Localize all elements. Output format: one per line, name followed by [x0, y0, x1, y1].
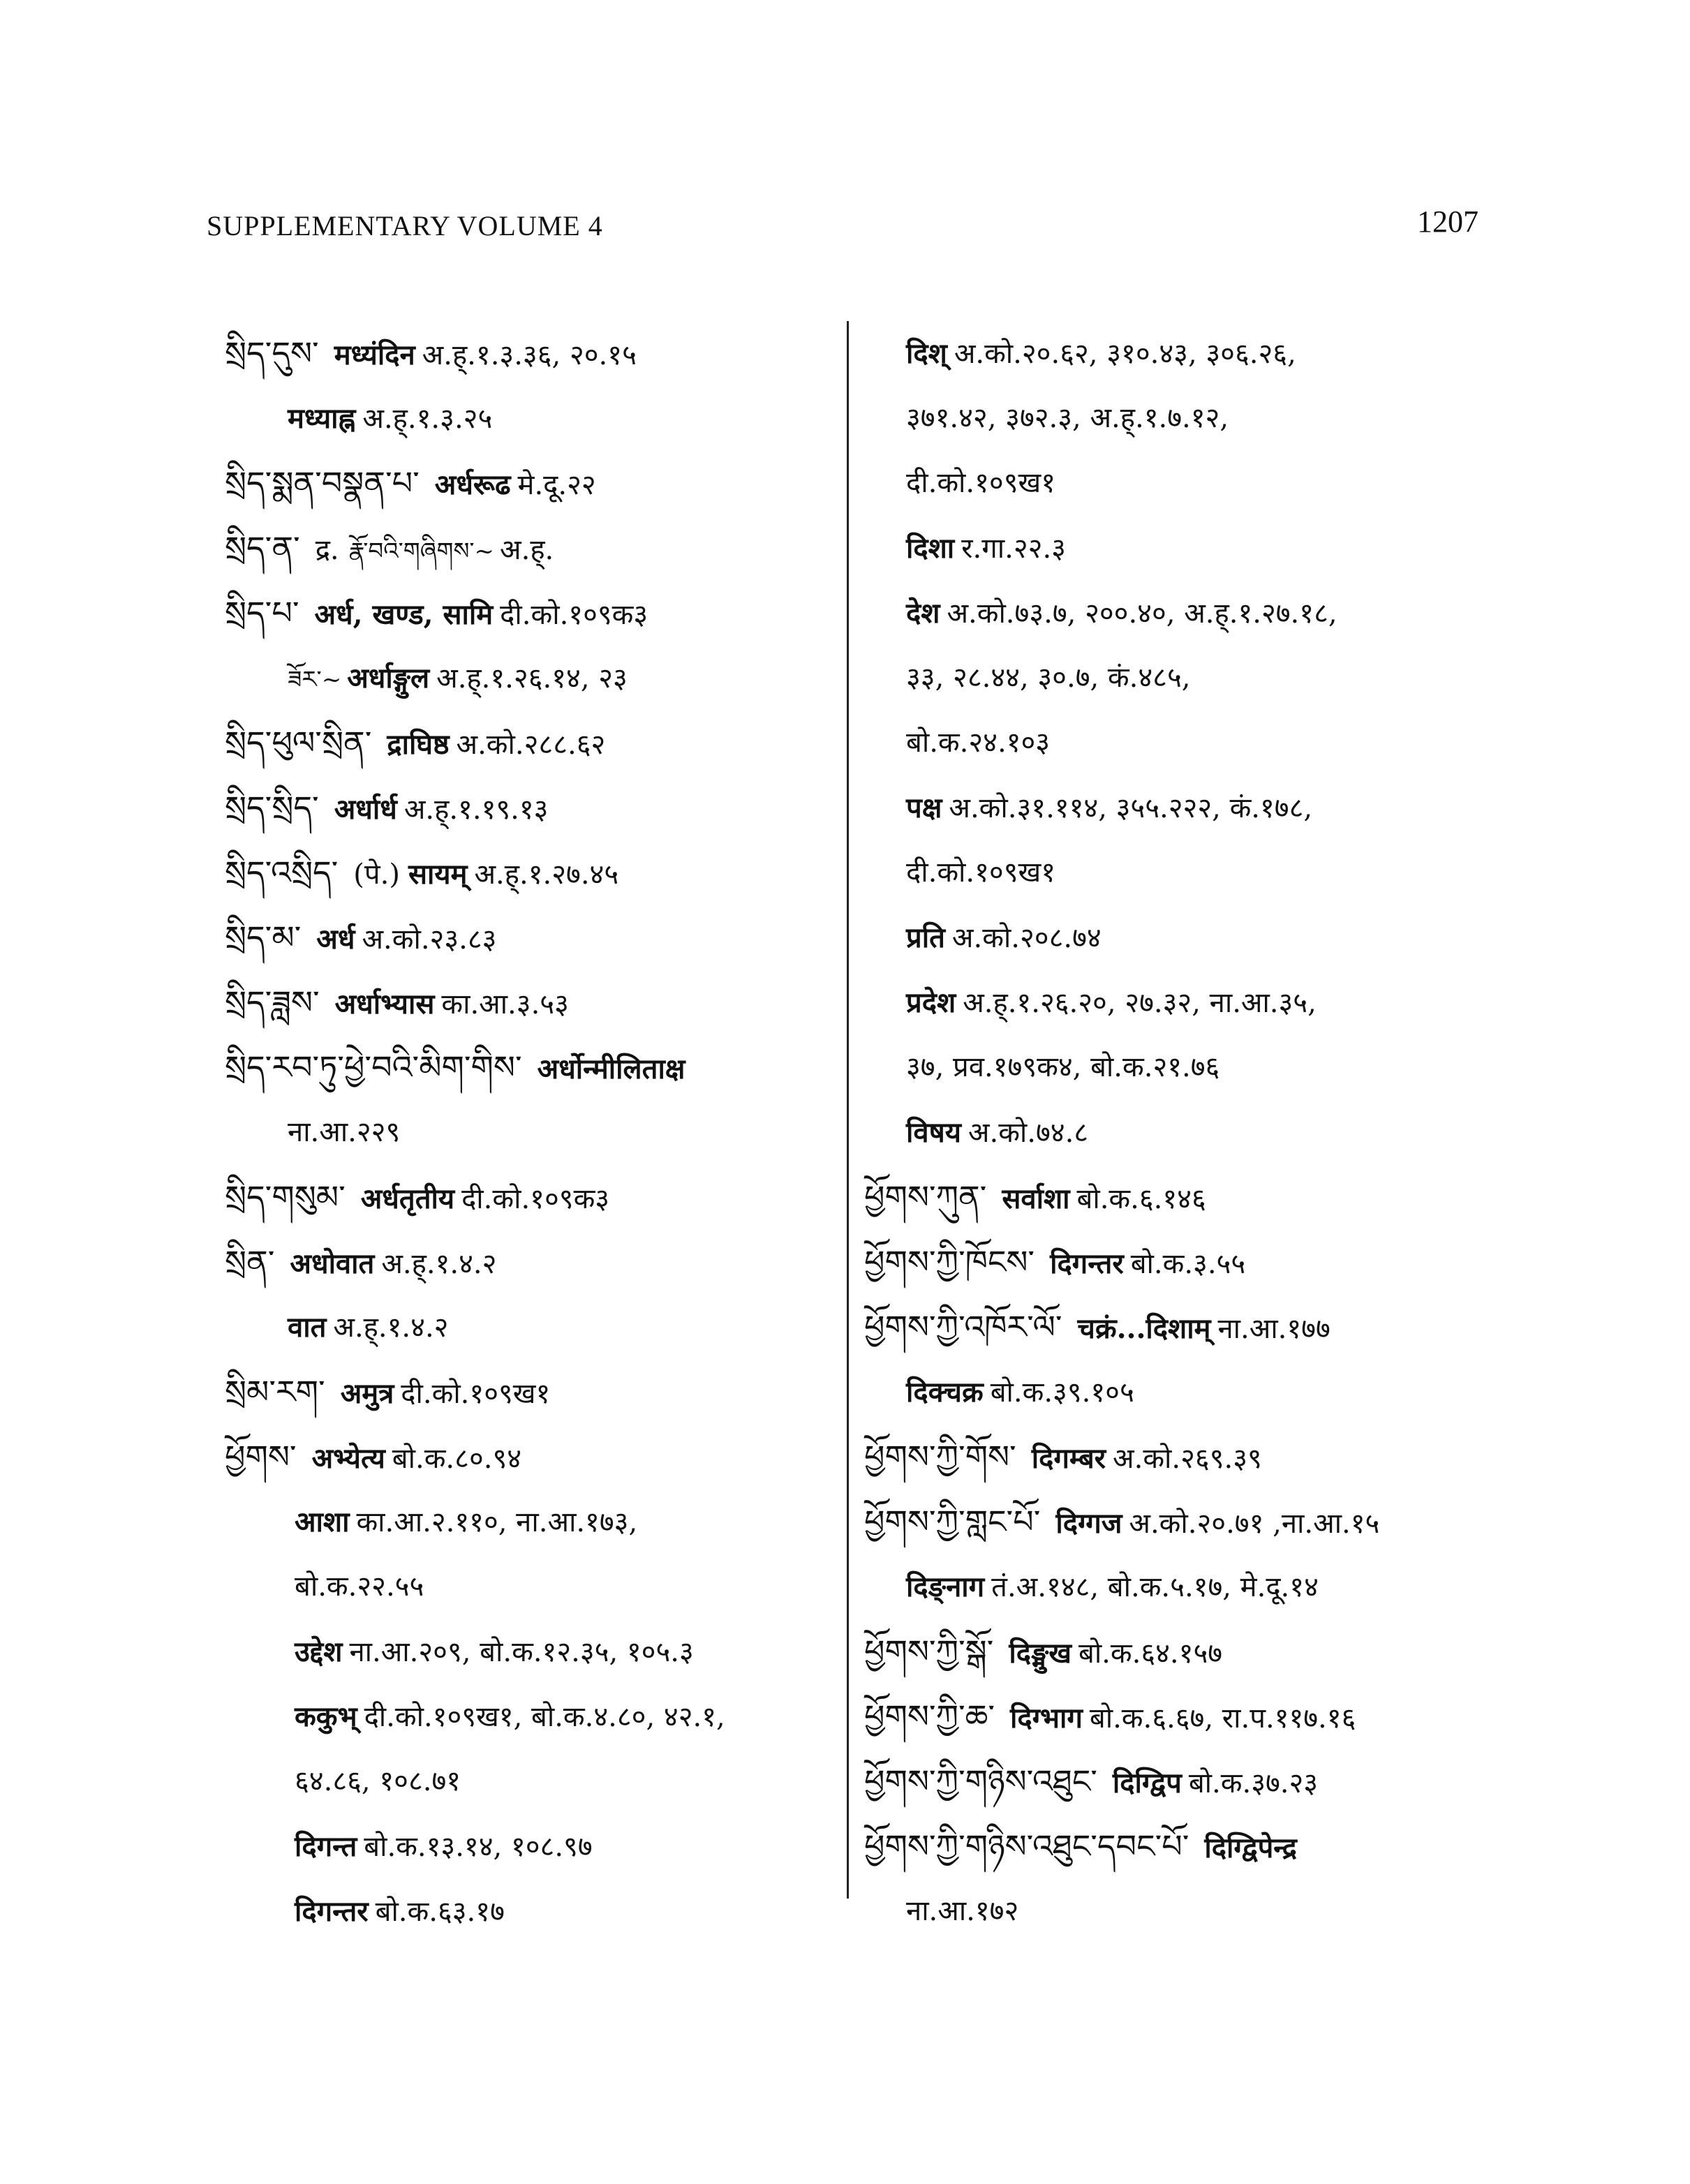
- entry-line: [225, 1295, 832, 1360]
- reference: बो.क.३.५५: [1130, 1248, 1246, 1280]
- tibetan-crossref: རྣོ་བའི་གཞིགས་~: [348, 537, 495, 565]
- entry-line: [864, 1749, 1562, 1814]
- sanskrit-term: दिश्: [906, 337, 947, 370]
- reference: बो.क.६४.१५७: [1078, 1637, 1223, 1670]
- entry-line: [225, 1230, 832, 1295]
- entry-line: [864, 1295, 1562, 1360]
- entry-line: [864, 386, 1562, 451]
- sanskrit-term: वात: [288, 1311, 327, 1344]
- sanskrit-term: अर्ध: [316, 923, 355, 956]
- tibetan-headword: སྲིད་འསྲིད་: [225, 854, 339, 891]
- reference: अ.को.२६९.३९: [1113, 1443, 1262, 1475]
- reference: ना.आ.१७२: [906, 1895, 1019, 1927]
- sanskrit-term: आशा: [295, 1506, 350, 1538]
- entry-line: [225, 646, 832, 711]
- sanskrit-term: अर्धोन्मीलिताक्ष: [537, 1053, 685, 1085]
- sanskrit-term: दिगम्बर: [1031, 1442, 1106, 1475]
- sanskrit-term: सायम्: [408, 858, 468, 891]
- entry-line: [225, 451, 832, 516]
- reference: का.आ.३.५३: [441, 988, 569, 1020]
- reference: बो.क.६.१४६: [1076, 1183, 1206, 1215]
- entry-line: [864, 775, 1562, 840]
- reference: बो.क.३७.२३: [1188, 1767, 1319, 1799]
- entry-line: [225, 516, 832, 581]
- tibetan-headword: ཕྱོགས་ཀྱི་ཆ་: [864, 1698, 995, 1735]
- entry-line: [225, 386, 832, 451]
- sanskrit-term: ककुभ्: [295, 1700, 357, 1733]
- tibetan-headword: སྲིད་གསུམ་: [225, 1178, 346, 1216]
- reference: दी.को.१०९ख१: [401, 1378, 551, 1410]
- reference: अ.ह्.१.१९.१३: [403, 794, 549, 826]
- left-column: [225, 321, 832, 1944]
- sanskrit-term: अर्ध, खण्ड, सामि: [314, 598, 494, 631]
- reference: दी.को.१०९ख१, बो.क.४.८०, ४२.१,: [364, 1701, 725, 1733]
- tibetan-headword: ཕྱོགས་ཀྱི་གོས་: [864, 1438, 1016, 1476]
- reference: अ.को.२३.८३: [362, 923, 497, 956]
- reference: ६४.८६, १०८.७१: [295, 1765, 461, 1797]
- sanskrit-term: प्रदेश: [906, 986, 956, 1019]
- entry-line: [225, 1684, 832, 1749]
- reference: अ.को.२८८.६२: [456, 729, 606, 761]
- reference: बो.क.६३.१७: [375, 1896, 505, 1928]
- entry-line: [864, 970, 1562, 1035]
- entry-line: [225, 1554, 832, 1619]
- sanskrit-term: दिगन्तर: [295, 1895, 369, 1928]
- right-column: [864, 321, 1562, 1944]
- reference: र.गा.२२.३: [961, 533, 1066, 565]
- sanskrit-term: मध्याह्न: [288, 402, 356, 435]
- sanskrit-term: अधोवात: [290, 1247, 375, 1280]
- entry-line: [864, 1360, 1562, 1425]
- entry-line: [225, 905, 832, 970]
- entry-line: [225, 1360, 832, 1425]
- sanskrit-term: दिङ्मुख: [1009, 1637, 1072, 1670]
- tibetan-headword: ཕྱོགས་ཀྱི་གཉིས་འཐུང་: [864, 1762, 1097, 1800]
- reference: अ.को.७३.७, २००.४०, अ.ह्.१.२७.१८,: [947, 597, 1337, 630]
- sanskrit-term: प्रति: [906, 921, 945, 954]
- tibetan-headword: ཕྱོགས་ཀྱི་འཁོར་ལོ་: [864, 1308, 1062, 1346]
- entry-line: [864, 451, 1562, 516]
- tibetan-headword: ཕྱོགས་ཀྱི་སྒོ་: [864, 1633, 994, 1670]
- reference: ३७, प्रव.१७९क४, बो.क.२१.७६: [906, 1051, 1220, 1083]
- entry-line: [864, 321, 1562, 386]
- entry-line: [225, 1619, 832, 1684]
- reference: अ.ह्.१.३.३६, २०.१५: [422, 339, 637, 371]
- reference: दी.को.१०९ख१: [906, 467, 1056, 499]
- reference: अ.को.७४.८: [968, 1117, 1089, 1149]
- sanskrit-term: अर्धतृतीय: [360, 1182, 455, 1215]
- tibetan-headword: སྲིད་དུས་: [225, 334, 319, 372]
- entry-line: [225, 711, 832, 775]
- entry-line: [864, 1165, 1562, 1230]
- tibetan-headword: ཕྱོགས་: [225, 1438, 297, 1476]
- sanskrit-term: दिग्द्विपेन्द्र: [1204, 1832, 1297, 1864]
- entry-line: [225, 1425, 832, 1490]
- entry-line: [864, 1684, 1562, 1749]
- reference: ना.आ.२२९: [288, 1116, 401, 1148]
- tibetan-headword: ཕྱོགས་ཀྱི་གླང་པོ་: [864, 1503, 1041, 1540]
- reference: अ.को.२०.६२, ३१०.४३, ३०६.२६,: [954, 338, 1296, 370]
- sanskrit-term: विषय: [906, 1116, 961, 1149]
- entry-line: [864, 581, 1562, 646]
- tibetan-headword: སྲིད་སྨན་བསྣན་པ་: [225, 464, 420, 502]
- reference: बो.क.३९.१०५: [990, 1376, 1134, 1409]
- entry-line: [225, 840, 832, 905]
- entry-line: [864, 1230, 1562, 1295]
- reference: ना.आ.२०९, बो.क.१२.३५, १०५.३: [349, 1636, 694, 1668]
- tibetan-headword: སྲིད་པ་: [225, 594, 299, 632]
- sanskrit-term: दिक्चक्र: [906, 1376, 984, 1409]
- entry-line: [225, 1165, 832, 1230]
- tibetan-headword: སྲིད་ན་: [225, 529, 300, 567]
- reference: अ.को.२०.७१ ,ना.आ.१५: [1129, 1508, 1380, 1540]
- reference: अ.को.२०८.७४: [951, 922, 1102, 954]
- entry-line: [225, 1490, 832, 1554]
- entry-line: [225, 1749, 832, 1814]
- sanskrit-term: दिगन्तर: [1050, 1247, 1124, 1280]
- tibetan-headword: ཕྱོགས་ཀུན་: [864, 1178, 987, 1216]
- entry-line: [225, 1035, 832, 1100]
- entry-line: [225, 970, 832, 1035]
- reference: अ.ह्.: [500, 534, 554, 566]
- sanskrit-term: अभ्येत्य: [311, 1442, 385, 1475]
- tibetan-headword: ཕྱོགས་ཀྱི་གཉིས་འཐུང་དབང་པོ་: [864, 1827, 1189, 1865]
- entry-line: [864, 1619, 1562, 1684]
- sanskrit-term: द्राघिष्ठ: [387, 728, 450, 761]
- sanskrit-term: दिग्गज: [1055, 1507, 1122, 1540]
- sanskrit-term: देश: [906, 597, 940, 630]
- entry-line: [225, 1814, 832, 1879]
- sanskrit-term: अर्धाभ्यास: [334, 988, 435, 1020]
- reference: दी.को.१०९क३: [461, 1183, 610, 1215]
- entry-line: [864, 840, 1562, 905]
- sanskrit-term: दिशा: [906, 532, 955, 565]
- reference: अ.ह्.१.२६.१४, २३: [436, 662, 628, 694]
- reference: (पे.): [353, 859, 400, 891]
- tibetan-headword: ཕྱོགས་ཀྱི་ཁོངས་: [864, 1243, 1035, 1281]
- sanskrit-term: उद्देश: [295, 1635, 343, 1668]
- entry-line: [864, 1554, 1562, 1619]
- sanskrit-term: अर्धरूढ: [434, 468, 511, 501]
- column-divider: [847, 321, 849, 1899]
- tibetan-headword: སྲིད་ཟླས་: [225, 983, 320, 1021]
- sanskrit-term: पक्ष: [906, 792, 942, 824]
- reference: बो.क.६.६७, रा.प.११७.१६: [1089, 1702, 1356, 1734]
- sanskrit-term: अमुत्र: [340, 1377, 394, 1410]
- entry-line: [864, 516, 1562, 581]
- entry-line: [225, 1879, 832, 1944]
- tibetan-headword: སྲིད་མ་: [225, 919, 302, 956]
- sanskrit-term: दिगन्त: [295, 1830, 357, 1863]
- reference: अ.ह्.१.४.२: [381, 1248, 497, 1280]
- reference: अ.ह्.१.४.२: [333, 1312, 449, 1344]
- reference: बो.क.२४.१०३: [906, 727, 1051, 759]
- sanskrit-term: अर्धार्ध: [334, 793, 397, 826]
- reference: ३७१.४२, ३७२.३, अ.ह्.१.७.१२,: [906, 402, 1229, 434]
- reference: बो.क.१३.१४, १०८.९७: [364, 1831, 593, 1863]
- reference: ना.आ.१७७: [1217, 1313, 1330, 1345]
- entry-line: [225, 1100, 832, 1165]
- sanskrit-term: सर्वाशा: [1002, 1182, 1070, 1215]
- running-header: SUPPLEMENTARY VOLUME 4: [207, 210, 603, 242]
- tibetan-headword: སྲིད་སྲིད་: [225, 789, 319, 826]
- entry-line: [225, 581, 832, 646]
- tibetan-subword: ཟོར་~: [288, 666, 342, 694]
- reference: अ.को.३१.११४, ३५५.२२२, कं.१७८,: [949, 792, 1313, 824]
- reference: तं.अ.१४८, बो.क.५.१७, मे.दू.१४: [991, 1571, 1319, 1603]
- reference: दी.को.१०९क३: [500, 599, 648, 631]
- entry-line: [225, 775, 832, 840]
- reference: का.आ.२.११०, ना.आ.१७३,: [356, 1506, 638, 1538]
- entry-line: [864, 1100, 1562, 1165]
- reference: मे.दू.२२: [517, 469, 596, 501]
- reference: अ.ह्.१.२७.४५: [474, 859, 619, 891]
- tibetan-headword: སྲིན་: [225, 1243, 275, 1281]
- reference: बो.क.८०.९४: [392, 1443, 522, 1475]
- sanskrit-term: दिग्भाग: [1010, 1702, 1083, 1734]
- entry-line: [864, 905, 1562, 970]
- entry-line: [864, 1035, 1562, 1100]
- reference: अ.ह्.१.२६.२०, २७.३२, ना.आ.३५,: [963, 987, 1317, 1019]
- entry-line: [864, 1425, 1562, 1490]
- reference: ३३, २८.४४, ३०.७, कं.४८५,: [906, 662, 1191, 694]
- tibetan-headword: སྲིམ་རག་: [225, 1373, 325, 1411]
- sanskrit-term: अर्धाङ्गुल: [347, 662, 430, 694]
- tibetan-headword: སྲིད་རབ་ཏུ་ཕྱེ་བའི་མིག་གིས་: [225, 1048, 522, 1086]
- entry-line: [864, 711, 1562, 775]
- sanskrit-term: दिग्द्विप: [1112, 1767, 1182, 1799]
- sanskrit-term: मध्यंदिन: [334, 339, 415, 371]
- reference: बो.क.२२.५५: [295, 1570, 424, 1603]
- entry-line: [225, 321, 832, 386]
- entry-line: [864, 646, 1562, 711]
- sanskrit-term: दिङ्नाग: [906, 1570, 985, 1603]
- entry-line: [864, 1814, 1562, 1879]
- tibetan-headword: སྲིད་ཕུལ་སྲིན་: [225, 724, 372, 762]
- reference: द्र.: [315, 534, 339, 566]
- reference: दी.को.१०९ख१: [906, 856, 1056, 889]
- sanskrit-term: चक्रं...दिशाम्: [1077, 1312, 1211, 1345]
- page-number: 1207: [1417, 205, 1478, 239]
- reference: अ.ह्.१.३.२५: [362, 403, 493, 435]
- entry-line: [864, 1879, 1562, 1944]
- entry-line: [864, 1490, 1562, 1554]
